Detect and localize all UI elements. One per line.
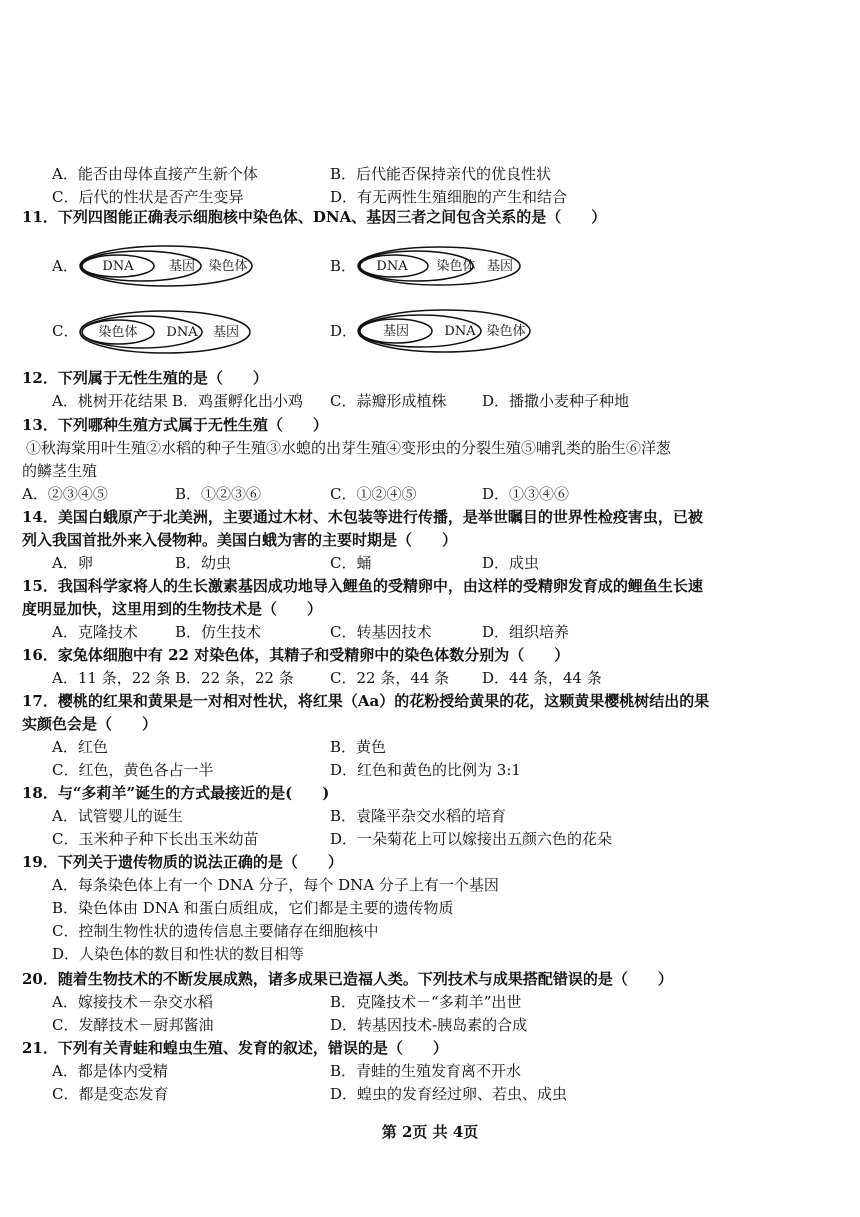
q14-option-c: C．蛹 (330, 554, 372, 572)
q16-option-d: D．44 条，44 条 (482, 669, 602, 687)
q21-stem: 21．下列有关青蛙和蝗虫生殖、发育的叙述，错误的是（ ） (22, 1039, 448, 1057)
q12-stem: 12．下列属于无性生殖的是（ ） (22, 369, 268, 387)
q20-stem: 20．随着生物技术的不断发展成熟，诸多成果已造福人类。下列技术与成果搭配错误的是（ ） (22, 970, 673, 988)
q18-option-c: C．玉米种子种下长出玉米幼苗 (52, 830, 259, 848)
q17-option-c: C．红色，黄色各占一半 (52, 761, 214, 779)
q14-option-a: A．卵 (52, 554, 93, 572)
q15-option-b: B．仿生技术 (175, 623, 262, 641)
q17-option-b: B．黄色 (330, 738, 387, 756)
q11-label-b: B． (330, 257, 357, 275)
q11-d-inner-label: 基因 (382, 324, 410, 339)
q10-option-b: B．后代能否保持亲代的优良性状 (330, 165, 552, 183)
q11-a-middle-label: 基因 (168, 259, 196, 274)
q11-diagram-a (78, 244, 263, 292)
q16-option-c: C．22 条，44 条 (330, 669, 450, 687)
q18-option-d: D．一朵菊花上可以嫁接出五颜六色的花朵 (330, 830, 613, 848)
q16-stem: 16．家兔体细胞中有 22 对染色体，其精子和受精卵中的染色体数分别为（ ） (22, 646, 570, 664)
q10-option-c: C．后代的性状是否产生变异 (52, 188, 244, 206)
q21-option-c: C．都是变态发育 (52, 1085, 169, 1103)
q15-line2: 度明显加快，这里用到的生物技术是（ ） (22, 600, 323, 618)
q12-option-a: A．桃树开花结果 (52, 392, 168, 410)
q14-stem: 14．美国白蛾原产于北美洲，主要通过木材、木包装等进行传播，是举世瞩目的世界性检疫害虫，已被 (22, 508, 703, 526)
q15-option-c: C．转基因技术 (330, 623, 432, 641)
q11-c-outer-label: 基因 (212, 325, 240, 340)
q20-option-b: B．克隆技术－“多莉羊”出世 (330, 993, 522, 1011)
q11-b-outer-label: 基因 (486, 259, 514, 274)
q11-diagram-b (356, 244, 531, 292)
q11-label-d: D． (330, 322, 358, 340)
q11-stem: 11．下列四图能正确表示细胞核中染色体、DNA、基因三者之间包含关系的是（ ） (22, 208, 607, 226)
q20-option-a: A．嫁接技术－杂交水稻 (52, 993, 213, 1011)
q11-a-inner-label: DNA (102, 259, 134, 274)
q14-option-b: B．幼虫 (175, 554, 232, 572)
q11-c-middle-label: DNA (166, 325, 198, 340)
page-footer: 第 2页 共 4页 (381, 1123, 479, 1141)
q13-line3: 的鳞茎生殖 (22, 462, 98, 480)
q11-label-c: C． (52, 322, 79, 340)
q18-option-b: B．袁隆平杂交水稻的培育 (330, 807, 507, 825)
q11-d-outer-label: 染色体 (486, 324, 526, 339)
q15-option-a: A．克隆技术 (52, 623, 138, 641)
q15-option-d: D．组织培养 (482, 623, 570, 641)
q10-option-a: A．能否由母体直接产生新个体 (52, 165, 258, 183)
q21-option-b: B．青蛙的生殖发育离不开水 (330, 1062, 522, 1080)
q11-a-outer-label: 染色体 (208, 259, 248, 274)
q13-option-c: C．①②④⑤ (330, 485, 417, 503)
q18-option-a: A．试管婴儿的诞生 (52, 807, 183, 825)
q13-line2: ①秋海棠用叶生殖②水稻的种子生殖③水螅的出芽生殖④变形虫的分裂生殖⑤哺乳类的胎生⑥洋葱 (26, 439, 672, 457)
q19-option-d: D．人染色体的数目和性状的数目相等 (52, 945, 305, 963)
q17-stem: 17．樱桃的红果和黄果是一对相对性状，将红果（Aa）的花粉授给黄果的花，这颗黄果樱桃树结出的果 (22, 692, 710, 710)
q12-option-d: D．播撒小麦种子种地 (482, 392, 630, 410)
q12-option-b: B．鸡蛋孵化出小鸡 (172, 392, 304, 410)
q11-b-middle-label: 染色体 (436, 259, 476, 274)
q11-c-inner-label: 染色体 (98, 325, 138, 340)
q16-option-a: A．11 条，22 条 (52, 669, 171, 687)
q14-option-d: D．成虫 (482, 554, 540, 572)
q11-diagram-d (356, 308, 538, 358)
q17-line2: 实颜色会是（ ） (22, 715, 158, 733)
q11-d-middle-label: DNA (444, 324, 476, 339)
q20-option-d: D．转基因技术-胰岛素的合成 (330, 1016, 528, 1034)
q14-line2: 列入我国首批外来入侵物种。美国白蛾为害的主要时期是（ ） (22, 531, 458, 549)
q12-option-c: C．蒜瓣形成植株 (330, 392, 447, 410)
q13-stem: 13．下列哪种生殖方式属于无性生殖（ ） (22, 416, 328, 434)
q11-label-a: A． (52, 257, 78, 275)
q11-diagram-c (78, 309, 258, 359)
q13-option-b: B．①②③⑥ (175, 485, 262, 503)
q20-option-c: C．发酵技术－厨邦酱油 (52, 1016, 214, 1034)
q18-stem: 18．与“多莉羊”诞生的方式最接近的是( ) (22, 784, 330, 802)
q19-stem: 19．下列关于遗传物质的说法正确的是（ ） (22, 853, 343, 871)
q19-option-a: A．每条染色体上有一个 DNA 分子，每个 DNA 分子上有一个基因 (52, 876, 499, 894)
q19-option-b: B．染色体由 DNA 和蛋白质组成，它们都是主要的遗传物质 (52, 899, 454, 917)
q13-option-a: A．②③④⑤ (22, 485, 108, 503)
q16-option-b: B．22 条，22 条 (175, 669, 294, 687)
q19-option-c: C．控制生物性状的遗传信息主要储存在细胞核中 (52, 922, 379, 940)
q11-b-inner-label: DNA (376, 259, 408, 274)
q13-option-d: D．①③④⑥ (482, 485, 570, 503)
q10-option-d: D．有无两性生殖细胞的产生和结合 (330, 188, 568, 206)
q15-stem: 15．我国科学家将人的生长激素基因成功地导入鲤鱼的受精卵中，由这样的受精卵发育成的鲤鱼生长速 (22, 577, 703, 595)
q21-option-a: A．都是体内受精 (52, 1062, 168, 1080)
q17-option-d: D．红色和黄色的比例为 3:1 (330, 761, 521, 779)
q21-option-d: D．蝗虫的发育经过卵、若虫、成虫 (330, 1085, 568, 1103)
q17-option-a: A．红色 (52, 738, 108, 756)
